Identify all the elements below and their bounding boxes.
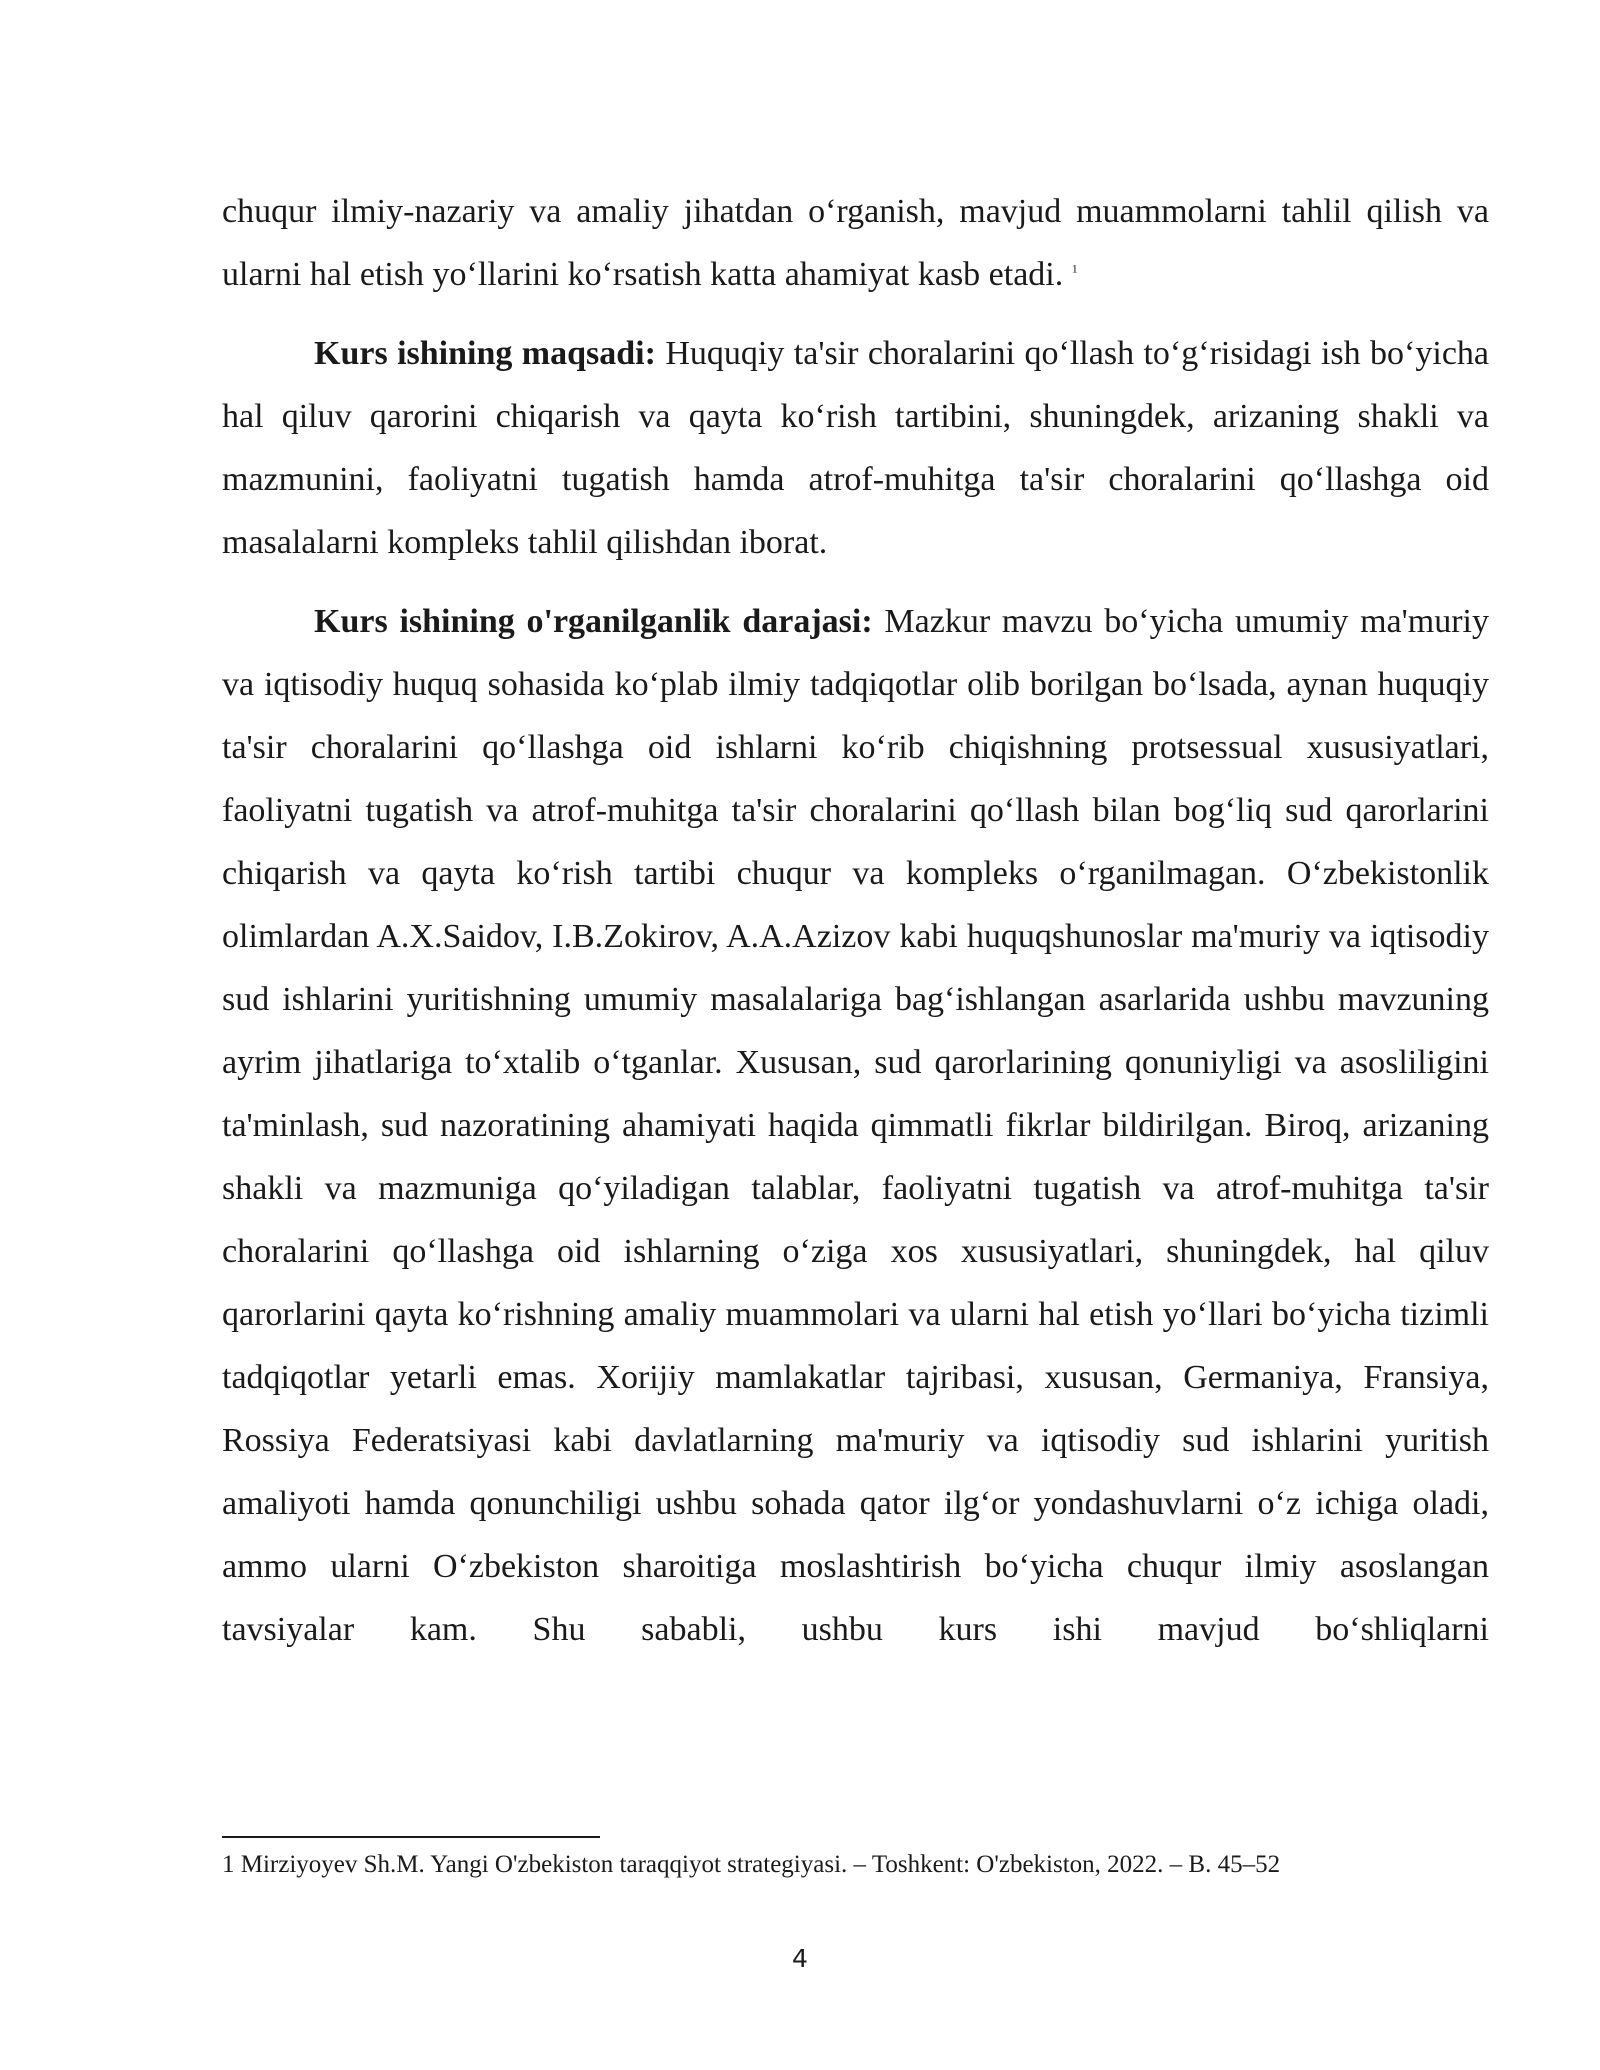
paragraph-heading: Kurs ishining o'rganilganlik darajasi: xyxy=(314,603,873,640)
paragraph-heading: Kurs ishining maqsadi: xyxy=(314,335,656,372)
footnote xyxy=(222,1848,1489,1882)
paragraph-purpose xyxy=(222,322,1489,574)
footnote-number: 1 xyxy=(222,1851,235,1878)
paragraph-text: Huquqiy ta'sir choralarini qoʻllash toʻgʻrisidagi ish boʻyicha hal qiluv qarorini chiqarish va qayta koʻrish tartibini, shuningdek, arizaning shakli va mazmunini, faoliyatni tugatish hamda atrof-muhitga ta'sir choralarini qoʻllashga oid masalalarni kompleks tahlil qilishdan iborat. xyxy=(222,335,1490,561)
page-body xyxy=(222,180,1489,1661)
footnote-reference[interactable]: 1 xyxy=(1071,261,1078,276)
paragraph-text: chuqur ilmiy-nazariy va amaliy jihatdan oʻrganish, mavjud muammolarni tahlil qilish va ularni hal etish yoʻllarini koʻrsatish katta ahamiyat kasb etadi. xyxy=(222,193,1489,293)
footnote-separator xyxy=(222,1836,600,1838)
footnote-text: Mirziyoyev Sh.M. Yangi O'zbekiston taraqqiyot strategiyasi. – Toshkent: O'zbekiston, 2022. – B. 45–52 xyxy=(240,1851,1281,1878)
paragraph-study-degree xyxy=(222,590,1489,1661)
page-number: 4 xyxy=(792,1944,808,1973)
paragraph-text: Mazkur mavzu boʻyicha umumiy ma'muriy va iqtisodiy huquq sohasida koʻplab ilmiy tadqiqotlar olib borilgan boʻlsada, aynan huquqiy ta'sir choralarini qoʻllashga oid ishlarni koʻrib chiqishning protsessual xususiyatlari, faoliyatni tugatish va atrof-muhitga ta'sir choralarini qoʻllash bilan bogʻliq sud qarorlarini chiqarish va qayta koʻrish tartibi chuqur va kompleks oʻrganilmagan. Oʻzbekistonlik olimlardan A.X.Saidov, I.B.Zokirov, A.A.Azizov kabi huquqshunoslar ma'muriy va iqtisodiy sud ishlarini yuritishning umumiy masalalariga bagʻishlangan asarlarida ushbu mavzuning ayrim jihatlariga toʻxtalib oʻtganlar. Xususan, sud qarorlarining qonuniyligi va asosliligini ta'minlash, sud nazoratining ahamiyati haqida qimmatli fikrlar bildirilgan. Biroq, arizaning shakli va mazmuniga qoʻyiladigan talablar, faoliyatni tugatish va atrof-muhitga ta'sir choralarini qoʻllashga oid ishlarning oʻziga xos xususiyatlari, shuningdek, hal qiluv qarorlarini qayta koʻrishning amaliy muammolari va ularni hal etish yoʻllari boʻyicha tizimli tadqiqotlar yetarli emas. Xorijiy mamlakatlar tajribasi, xususan, Germaniya, Fransiya, Rossiya Federatsiyasi kabi davlatlarning ma'muriy va iqtisodiy sud ishlarini yuritish amaliyoti hamda qonunchiligi ushbu sohada qator ilgʻor yondashuvlarni oʻz ichiga oladi, ammo ularni Oʻzbekiston sharoitiga moslashtirish boʻyicha chuqur ilmiy asoslangan tavsiyalar kam. Shu sababli, ushbu kurs ishi mavjud boʻshliqlarni xyxy=(222,603,1489,1648)
paragraph-continuation xyxy=(222,180,1489,306)
